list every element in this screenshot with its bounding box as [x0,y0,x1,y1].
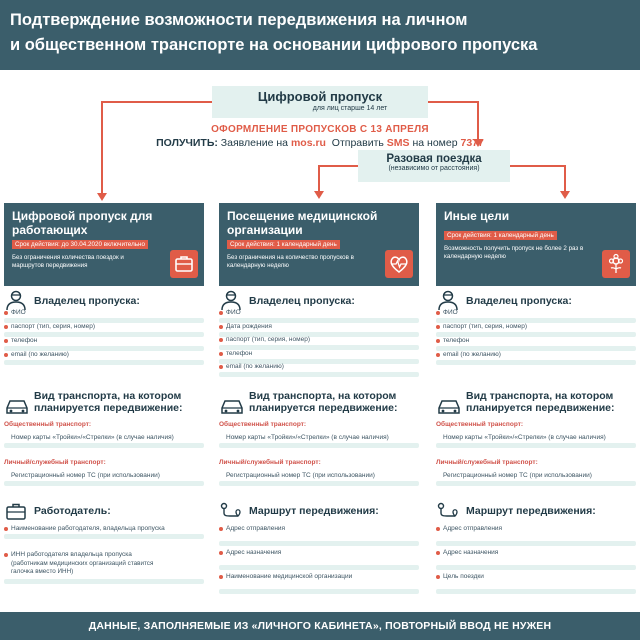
owner-section-title: Владелец пропуска: [249,295,355,307]
route-field-label: Адрес отправления [226,525,286,532]
route-section-title: Маршрут передвижения: [466,505,596,517]
input-line[interactable] [4,534,204,539]
owner-field-label: ФИО [11,309,26,316]
employer-section-title: Работодатель: [34,505,111,517]
pass-card [4,203,204,286]
public-transport-label: Общественный транспорт: [4,421,92,428]
vehicle-number-field-label: Регистрационный номер ТС (при использовании) [11,472,160,479]
card-title: Посещение медицинской организации [227,209,378,237]
route-field-label: Цель поездки [443,573,484,580]
one-trip-box: Разовая поездка (независимо от расстояния) [358,150,510,182]
public-transport-card-field[interactable] [436,434,636,447]
owner-field[interactable] [219,309,419,322]
owner-field[interactable] [436,337,636,350]
route-field[interactable] [436,573,636,586]
route-field[interactable] [219,549,419,562]
private-transport-label: Личный/служебный транспорт: [4,459,106,466]
route-field[interactable] [219,573,419,586]
owner-field[interactable] [219,363,419,376]
bullet-dot [219,352,223,356]
how-to-get: ПОЛУЧИТЬ: Заявление на mos.ru Отправить SMS на номер 7377 [156,137,484,149]
inn-note: галочка вместо ИНН) [11,568,74,575]
transport-section-title: Вид транспорта, на котором планируется передвижение: [466,390,615,414]
owner-field[interactable] [436,309,636,322]
route-field[interactable] [219,525,419,538]
input-line[interactable] [219,541,419,546]
inn-note: (работникам медицинских организаций ставится [11,560,154,567]
bullet-dot [4,353,8,357]
bullet-dot [436,527,440,531]
public-transport-card-field[interactable] [219,434,419,447]
bullet-dot [436,575,440,579]
public-transport-card-field[interactable] [4,434,204,447]
validity-badge: Срок действия: 1 календарный день [444,231,557,240]
owner-field-label: паспорт (тип, серия, номер) [11,323,95,330]
bullet-dot [4,325,8,329]
person-icon [4,289,28,311]
owner-field[interactable] [219,350,419,363]
route-field-label: Наименование медицинской организации [226,573,353,580]
bullet-dot [219,365,223,369]
owner-field[interactable] [436,351,636,364]
owner-field[interactable] [4,351,204,364]
private-transport-label: Личный/служебный транспорт: [436,459,538,466]
route-section-title: Маршрут передвижения: [249,505,379,517]
validity-badge: Срок действия: до 30.04.2020 включительно [12,240,148,249]
owner-field-label: телефон [11,337,38,344]
input-line[interactable] [219,565,419,570]
owner-field[interactable] [4,309,204,322]
owner-field-label: паспорт (тип, серия, номер) [226,336,310,343]
bullet-dot [219,527,223,531]
card-title: Цифровой пропуск для работающих [12,209,153,237]
bullet-dot [436,353,440,357]
vehicle-number-field[interactable] [4,472,204,485]
public-transport-label: Общественный транспорт: [219,421,307,428]
route-field-label: Адрес назначения [226,549,282,556]
employer-name-field-label: Наименование работодателя, владельца пропуска [11,525,165,532]
input-line[interactable] [4,481,204,486]
input-line[interactable] [219,589,419,594]
input-line[interactable] [436,481,636,486]
vehicle-number-field[interactable] [219,472,419,485]
owner-field-label: email (по желанию) [226,363,284,370]
page-title: Подтверждение возможности передвижения на личном и общественном транспорте на основании цифрового пропуска [10,11,538,54]
public-transport-card-field-label: Номер карты «Тройки»/«Стрелки» (в случае наличия) [11,434,174,441]
transport-section-title: Вид транспорта, на котором планируется передвижение: [249,390,398,414]
pass-card [436,203,636,286]
input-line[interactable] [219,372,419,377]
employer-inn-field-label: ИНН работодателя владельца пропуска [11,551,132,558]
public-transport-card-field-label: Номер карты «Тройки»/«Стрелки» (в случае наличия) [443,434,606,441]
input-line[interactable] [219,481,419,486]
input-line[interactable] [4,443,204,448]
bullet-dot [436,339,440,343]
card-description: Без ограничения количества поездок и маршрутов передвижения [12,254,124,269]
heart-pulse-icon [385,250,413,278]
owner-field-label: телефон [226,349,253,357]
owner-field[interactable] [219,323,419,336]
route-field-label: Адрес назначения [443,549,499,556]
bullet-dot [4,311,8,315]
route-icon [436,501,460,523]
digital-pass-box: Цифровой пропуск для лиц старше 14 лет [212,86,428,118]
bullet-dot [219,325,223,329]
input-line[interactable] [219,443,419,448]
vehicle-number-field[interactable] [436,472,636,485]
owner-field[interactable] [4,323,204,336]
car-icon [219,396,243,418]
route-icon [219,501,243,523]
input-line[interactable] [436,360,636,365]
bullet-dot [4,339,8,343]
owner-field-label: телефон [443,337,470,344]
owner-field-label: ФИО [443,309,458,316]
registration-date: ОФОРМЛЕНИЕ ПРОПУСКОВ С 13 АПРЕЛЯ [211,124,429,135]
card-description: Возможность получить пропуск не более 2 раз в календарную неделю [444,245,584,260]
card-description: Без ограничения на количество пропусков в календарную неделю [227,254,354,269]
bullet-dot [219,575,223,579]
owner-field-label: email (по желанию) [11,351,69,358]
bullet-dot [436,551,440,555]
pass-card [219,203,419,286]
vehicle-number-field-label: Регистрационный номер ТС (при использовании) [443,472,592,479]
footer-note: ДАННЫЕ, ЗАПОЛНЯЕМЫЕ ИЗ «ЛИЧНОГО КАБИНЕТА», ПОВТОРНЫЙ ВВОД НЕ НУЖЕН [0,612,640,640]
mos-ru-link[interactable]: mos.ru [290,137,326,149]
bullet-dot [4,553,8,557]
public-transport-card-field-label: Номер карты «Тройки»/«Стрелки» (в случае наличия) [226,434,389,441]
owner-field-label: ФИО [226,309,241,316]
person-icon [219,289,243,311]
car-icon [4,396,28,418]
route-field-label: Адрес отправления [443,525,503,532]
owner-section-title: Владелец пропуска: [34,295,140,307]
bullet-dot [219,311,223,315]
validity-badge: Срок действия: 1 календарный день [227,240,340,249]
public-transport-label: Общественный транспорт: [436,421,524,428]
input-line[interactable] [4,360,204,365]
private-transport-label: Личный/служебный транспорт: [219,459,321,466]
bullet-dot [219,338,223,342]
person-icon [436,289,460,311]
input-line[interactable] [4,579,204,584]
flower-icon [602,250,630,278]
owner-field[interactable] [4,337,204,350]
bullet-dot [219,551,223,555]
card-title: Иные цели [444,209,510,223]
vehicle-number-field-label: Регистрационный номер ТС (при использовании) [226,472,375,479]
route-field[interactable] [436,525,636,538]
owner-field[interactable] [436,323,636,336]
briefcase-icon [170,250,198,278]
input-line[interactable] [436,541,636,546]
owner-field-label: Дата рождения [226,322,272,330]
input-line[interactable] [436,443,636,448]
owner-field-label: email (по желанию) [443,351,501,358]
bullet-dot [436,311,440,315]
route-field[interactable] [436,549,636,562]
owner-section-title: Владелец пропуска: [466,295,572,307]
bullet-dot [436,325,440,329]
input-line[interactable] [436,589,636,594]
input-line[interactable] [436,565,636,570]
employer-name-field[interactable] [4,525,204,538]
owner-field[interactable] [219,336,419,349]
briefcase-icon [4,501,28,523]
car-icon [436,396,460,418]
bullet-dot [4,527,8,531]
owner-field-label: паспорт (тип, серия, номер) [443,323,527,330]
transport-section-title: Вид транспорта, на котором планируется передвижение: [34,390,183,414]
